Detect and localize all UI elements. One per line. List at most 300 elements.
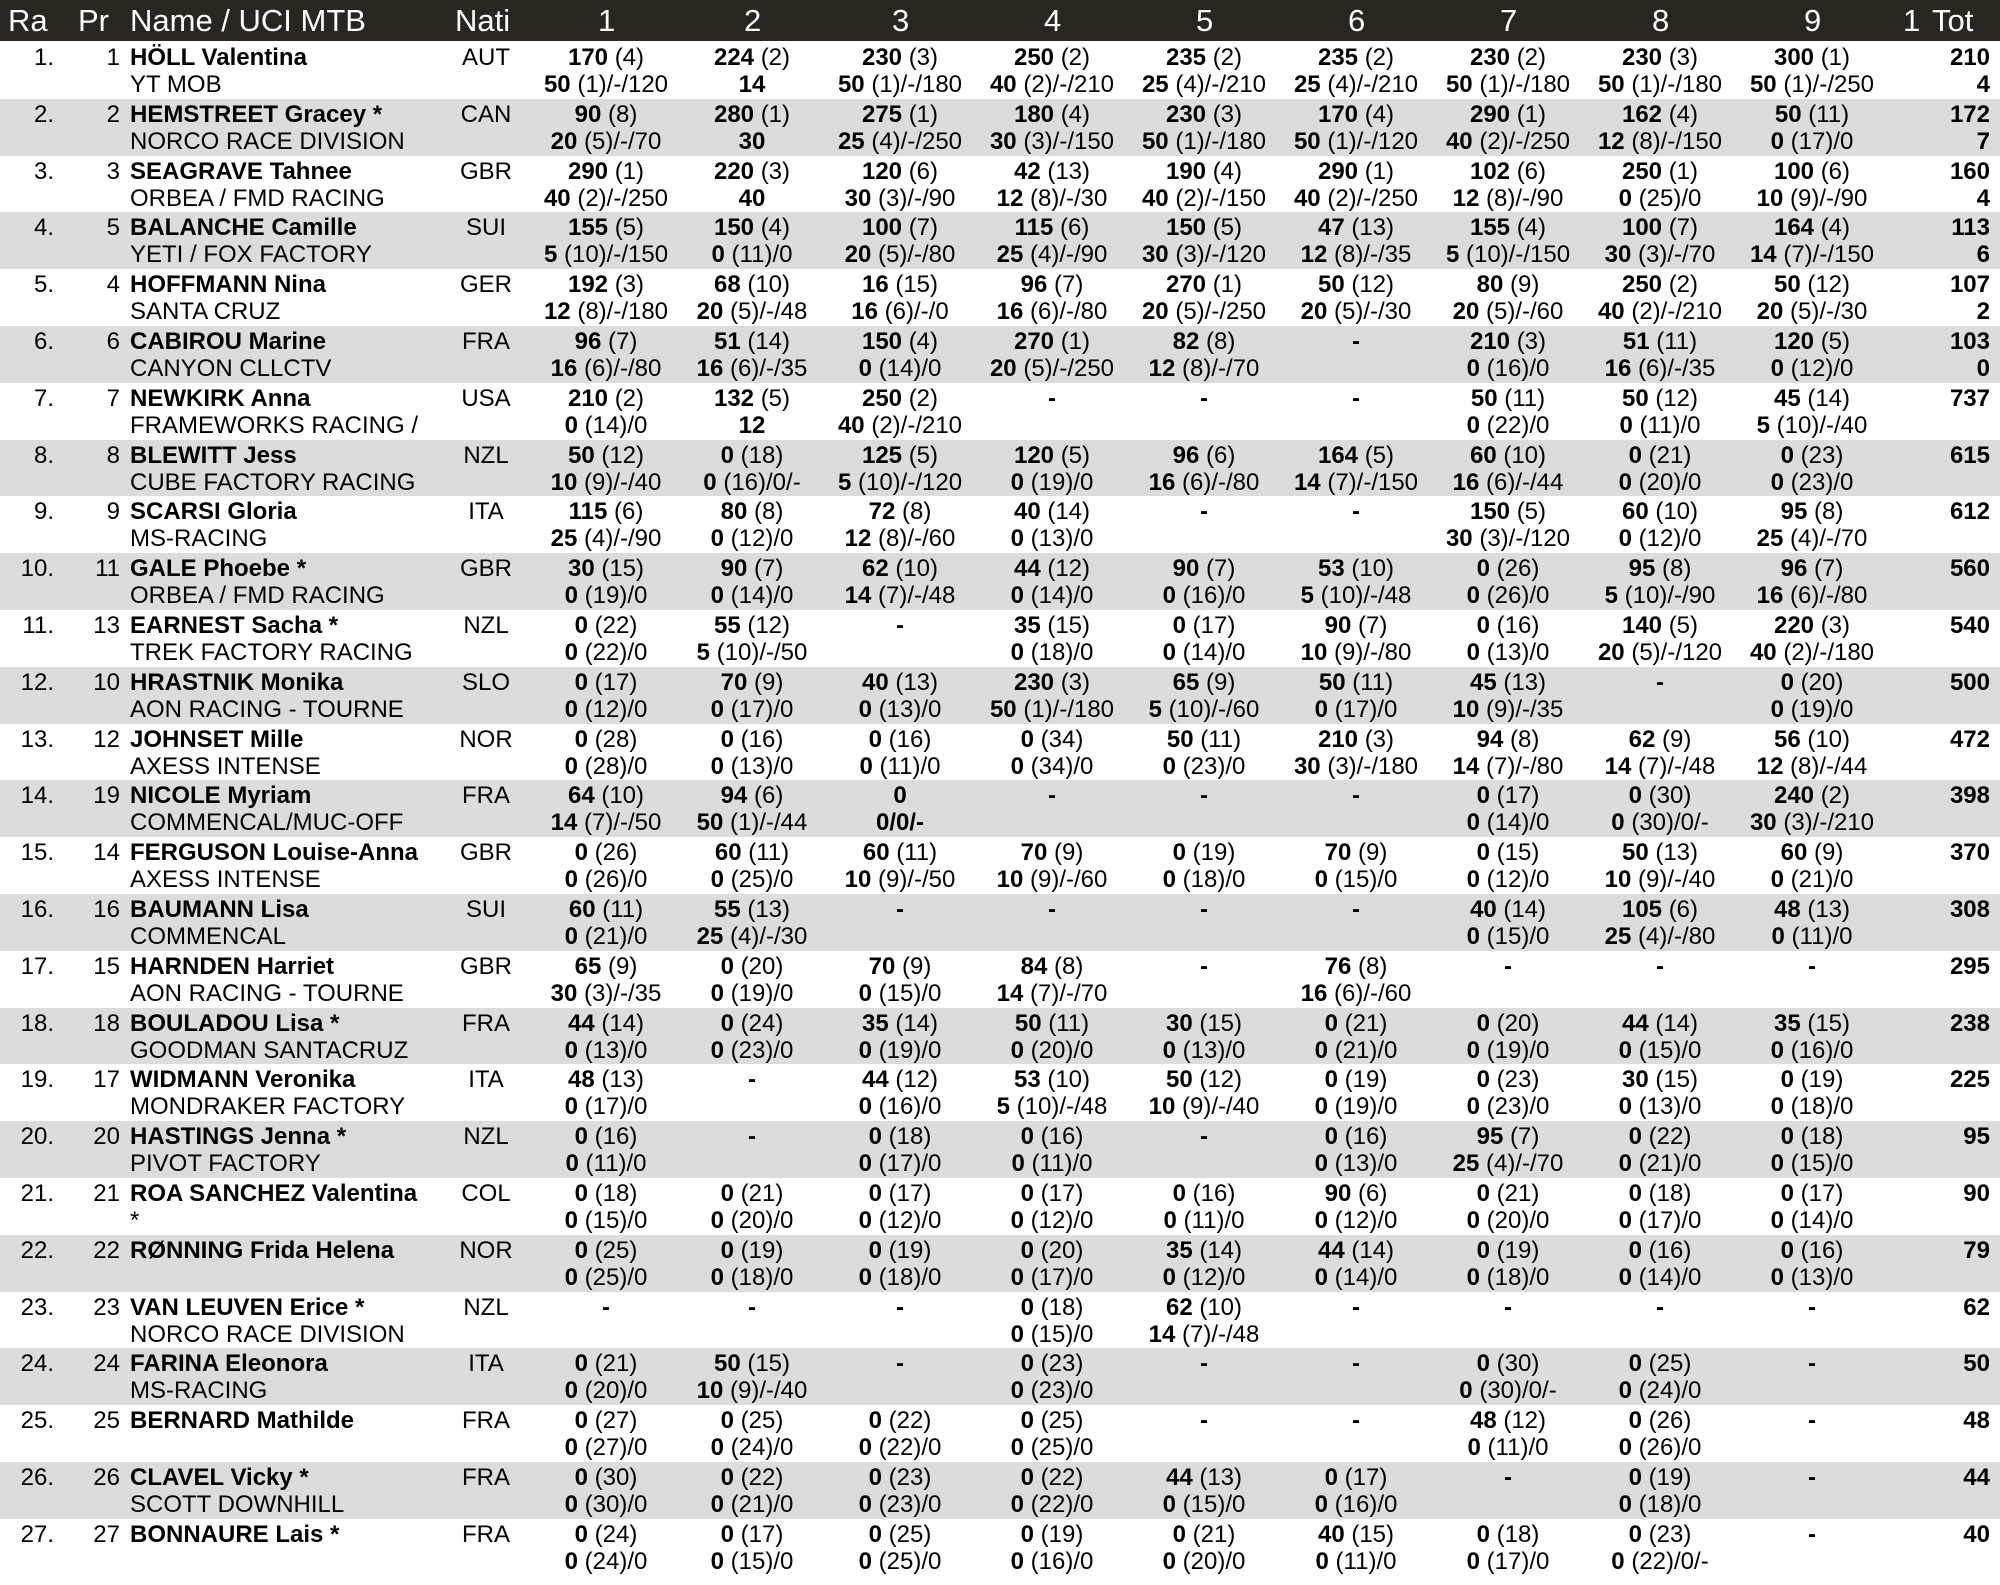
round-position: (23) [888,1464,932,1491]
round-points: 180 [1013,100,1055,128]
round-5-result [1128,1066,1280,1093]
round-9-result [1736,44,1888,71]
qualifying-detail: (11)/0 [1335,1547,1397,1575]
round-2-qualifying [676,696,828,723]
round-points: - [1352,384,1360,412]
round-points: 0 [1476,782,1490,810]
round-position: (13) [895,668,939,696]
round-position: (9) [608,952,638,980]
qualifying-points: 0 [858,1093,872,1121]
round-points: 90 [574,100,602,128]
round-points: - [602,1293,610,1321]
round-3-result [824,1294,976,1321]
round-1-result [530,612,682,639]
round-position: (17) [888,1180,932,1207]
round-9-qualifying [1736,525,1888,552]
qualifying-points: 30 [1293,752,1321,780]
round-3-qualifying [824,696,976,723]
previous-rank-cell: 23 [93,1293,120,1321]
round-points: 0 [574,725,588,753]
round-1-qualifying [530,355,682,382]
qualifying-points: 0 [1771,923,1785,950]
round-9-qualifying [1736,71,1888,98]
qualifying-detail: (11)/0 [879,752,941,780]
round-points: 100 [1621,214,1663,242]
table-row [0,1235,2000,1292]
round-2-result [676,44,828,71]
qualifying-detail: (5)/-/60 [1486,298,1564,326]
round-9-result [1736,1407,1888,1434]
round-6-result [1280,839,1432,866]
nation-code: SLO [461,668,511,696]
rider-name: HEMSTREET Gracey * [130,100,383,128]
round-points: 35 [1773,1009,1801,1037]
round-points: 70 [720,668,748,696]
round-7-result [1432,1521,1584,1548]
qualifying-points: 0 [1010,752,1024,780]
round-6-qualifying [1280,298,1432,325]
qualifying-points: 20 [550,127,578,155]
round-points: - [1352,782,1360,810]
round-position: (4) [1668,100,1699,128]
round-7-qualifying [1432,298,1584,325]
previous-rank-cell: 14 [93,839,120,867]
round-position: (26) [1648,1407,1692,1435]
qualifying-detail: (19)/0 [1030,468,1094,496]
qualifying-points: 0 [1010,639,1024,666]
round-6-result [1280,1123,1432,1150]
round-1-qualifying [530,128,682,155]
table-row [0,1519,2000,1576]
round-2-result [676,555,828,582]
qualifying-points: 40 [1141,184,1169,212]
rider-name: NICOLE Myriam [130,782,312,810]
round-position: (16) [1192,1180,1236,1207]
round-points: 270 [1013,328,1055,355]
total-points: 79 [1963,1236,1990,1264]
round-points: 0 [720,725,734,753]
qualifying-points: 0 [1010,1036,1024,1064]
round-7-qualifying [1432,1434,1584,1461]
qualifying-points: 25 [1293,71,1321,98]
round-position: (4) [1516,214,1547,242]
qualifying-points: 14 [1293,468,1321,496]
nation-code: NZL [463,612,509,639]
round-2-qualifying [676,1548,828,1575]
round-position: (4) [1364,100,1395,128]
round-position: (1) [1212,271,1243,299]
qualifying-detail: (2)/-/250 [1479,127,1571,155]
team-name: COMMENCAL/MUC-OFF [130,809,404,837]
qualifying-points: 16 [550,355,578,382]
round-points: - [1808,1520,1816,1548]
round-7-result [1432,612,1584,639]
round-3-qualifying [824,582,976,609]
round-4-result [976,612,1128,639]
round-7-qualifying [1432,866,1584,893]
round-9-qualifying [1736,696,1888,723]
round-5-qualifying [1128,241,1280,268]
round-position: (14) [1199,1236,1243,1264]
round-points: 95 [1476,1123,1504,1151]
round-position: (4) [760,214,791,242]
round-3-result [824,1066,976,1093]
nation-code: USA [461,384,511,412]
team-name: FRAMEWORKS RACING / [130,411,419,439]
qualifying-points: 14 [1452,752,1480,780]
round-points: 150 [861,328,903,355]
round-position: (5) [1516,498,1547,526]
round-position: (9) [1662,725,1692,753]
previous-rank-cell: 22 [93,1236,120,1264]
round-position: (16) [1040,1123,1084,1151]
round-points: 0 [720,1009,734,1037]
round-5-result [1128,442,1280,469]
round-2-qualifying [676,185,828,212]
round-points: 220 [713,157,755,185]
round-points: 0 [1020,1464,1034,1491]
round-7-result [1432,782,1584,809]
qualifying-detail: (19)/0 [1790,695,1854,723]
qualifying-detail: (23)/0 [1790,468,1854,496]
header-rank: Ra [8,3,48,38]
round-3-qualifying [824,753,976,780]
qualifying-detail: (17)/0 [1790,127,1854,155]
qualifying-points: 0 [1618,1093,1632,1121]
qualifying-points: 25 [1756,525,1784,553]
round-4-result [976,101,1128,128]
round-position: (12) [1047,555,1091,583]
table-row [0,1462,2000,1519]
qualifying-points: 0 [1466,866,1480,894]
team-name: MS-RACING [130,1377,268,1405]
round-5-qualifying [1128,469,1280,496]
round-5-result [1128,101,1280,128]
qualifying-points: 0 [1459,1377,1473,1405]
qualifying-points: 0 [858,1263,872,1291]
round-points: - [1808,1350,1816,1378]
round-position: (15) [1047,612,1091,639]
qualifying-points: 0 [1466,355,1480,382]
round-6-qualifying [1280,753,1432,780]
round-8-qualifying [1584,241,1736,268]
qualifying-detail: (11)/0 [1031,1150,1093,1178]
round-position: (7) [754,555,784,583]
round-3-qualifying [824,1548,976,1575]
round-8-result [1584,158,1736,185]
nation-code: ITA [468,498,504,526]
round-position: (18) [1800,1123,1844,1151]
qualifying-detail: (15)/0 [1182,1491,1246,1518]
round-points: 300 [1773,44,1815,71]
round-6-result [1280,726,1432,753]
previous-rank-cell: 27 [93,1520,120,1548]
round-points: 0 [574,1520,588,1548]
round-position: (1) [1820,44,1851,71]
qualifying-points: 0 [1466,809,1480,837]
round-position: (10) [601,782,645,810]
round-points: 50 [1166,725,1194,753]
qualifying-points: 14 [1604,752,1632,780]
rank-cell: 20. [20,1123,54,1151]
round-4-qualifying [976,355,1128,382]
round-7-qualifying [1432,1150,1584,1177]
total-points: 540 [1949,612,1990,639]
round-3-result [824,271,976,298]
qualifying-detail: (13)/0 [584,1036,648,1064]
round-points: 115 [568,498,608,526]
qualifying-detail: (10)/-/120 [857,468,963,496]
round-points: 50 [1470,384,1498,412]
round-position: (13) [1351,214,1395,242]
rider-name: BAUMANN Lisa [130,896,309,923]
round-7-qualifying [1432,582,1584,609]
table-row [0,894,2000,951]
round-points: 16 [861,271,889,299]
round-6-result [1280,271,1432,298]
team-name: TREK FACTORY RACING [130,639,413,666]
round-2-result [676,1350,828,1377]
previous-rank-cell: 25 [93,1407,120,1435]
qualifying-detail: (8)/-/180 [577,298,669,326]
round-points: 0 [1476,839,1490,867]
round-4-qualifying [976,1434,1128,1461]
round-5-qualifying [1128,1037,1280,1064]
table-row [0,383,2000,440]
round-points: 50 [1621,839,1649,867]
round-points: 44 [1621,1009,1649,1037]
round-2-qualifying [676,1207,828,1234]
qualifying-detail: (11)/0 [731,241,793,269]
round-position: (3) [1212,100,1243,128]
round-position: (2) [1364,44,1395,71]
rank-cell: 25. [20,1407,54,1435]
previous-rank-cell: 26 [93,1464,120,1491]
table-row [0,212,2000,269]
round-2-result [676,669,828,696]
qualifying-detail: (27)/0 [584,1434,648,1462]
header-round-1: 1 [598,3,616,38]
round-position: (15) [895,271,939,299]
round-points: 45 [1469,668,1497,696]
round-points: 50 [1621,384,1649,412]
qualifying-detail: (15)/0 [730,1547,794,1575]
round-position: (1) [1364,157,1395,185]
round-1-result [530,1066,682,1093]
nation-code: FRA [462,1407,510,1435]
round-7-qualifying [1432,525,1584,552]
round-8-qualifying [1584,1264,1736,1291]
qualifying-points: 0 [1314,1491,1328,1518]
qualifying-points: 10 [1604,866,1632,894]
nation-code: FRA [462,1520,510,1548]
round-position: (1) [908,100,939,128]
qualifying-detail: (3)/-/35 [584,979,662,1007]
qualifying-points: 10 [1300,639,1328,666]
round-8-qualifying [1584,128,1736,155]
rank-cell: 10. [20,555,54,583]
qualifying-points: 0 [1466,1093,1480,1121]
round-3-result [824,44,976,71]
total-points: 107 [1949,271,1990,299]
round-points: - [1200,782,1208,810]
round-9-result [1736,1521,1888,1548]
round-8-qualifying [1584,1434,1736,1461]
round-5-result [1128,1464,1280,1491]
rider-name: NEWKIRK Anna [130,384,311,412]
round-position: (8) [1814,498,1844,526]
round-1-qualifying [530,582,682,609]
round-points: 230 [861,44,903,71]
total-points: 615 [1949,441,1990,469]
header-round-7: 7 [1500,3,1518,38]
qualifying-detail: (15)/0 [1638,1036,1702,1064]
rider-name: HÖLL Valentina [130,44,307,71]
qualifying-points: 50 [1749,71,1777,98]
team-name: AXESS INTENSE [130,866,321,894]
qualifying-points: 10 [1756,184,1784,212]
round-position: (18) [740,441,784,469]
round-1-qualifying [530,298,682,325]
round-position: (19) [740,1236,784,1264]
round-9-qualifying [1736,923,1888,950]
round-points: 162 [1621,100,1663,128]
round-1-qualifying [530,1093,682,1120]
team-name: AON RACING - TOURNE [130,979,404,1007]
qualifying-points: 0 [1618,525,1632,553]
round-7-result [1432,271,1584,298]
round-2-qualifying [676,355,828,382]
qualifying-points: 0 [1010,468,1024,496]
qualifying-detail: (5)/-/30 [1334,298,1412,326]
qualifying-points: 0 [858,355,872,382]
round-2-result [676,1464,828,1491]
qualifying-detail: (1)/-/180 [1175,127,1267,155]
round-8-result [1584,1350,1736,1377]
round-8-result [1584,442,1736,469]
round-1-result [530,953,682,980]
round-7-result [1432,896,1584,923]
nation-code: COL [461,1180,511,1207]
qualifying-points: 0 [1314,1263,1328,1291]
qualifying-detail: (14)/0 [1334,1263,1398,1291]
header-round-8: 8 [1652,3,1670,38]
round-3-result [824,612,976,639]
round-2-qualifying [676,753,828,780]
qualifying-detail: (11)/0 [1791,923,1853,950]
round-points: 62 [1628,725,1656,753]
qualifying-points: 0 [1010,1491,1024,1518]
qualifying-points: 0 [1466,582,1480,610]
round-3-qualifying [824,1093,976,1120]
round-points: 50 [1774,100,1802,128]
total-points-line2: 4 [1976,184,1990,212]
round-points: 0 [1172,612,1186,639]
round-1-result [530,1010,682,1037]
total-points-line2: 4 [1976,71,1990,98]
total-points: 113 [1951,214,1990,242]
round-points: 55 [713,612,741,639]
round-points: 120 [1773,328,1815,355]
header-round-9: 9 [1804,3,1822,38]
round-7-qualifying [1432,355,1584,382]
qualifying-detail: (19)/0 [878,1036,942,1064]
qualifying-detail: (21)/0 [1790,866,1854,894]
round-position: (18) [1040,1293,1084,1321]
round-5-result [1128,839,1280,866]
round-4-qualifying [976,753,1128,780]
qualifying-detail: (13)/0 [1334,1150,1398,1178]
round-position: (7) [908,214,939,242]
round-points: 45 [1773,384,1801,412]
round-2-result [676,953,828,980]
round-7-qualifying [1432,923,1584,950]
round-position: (6) [614,498,644,526]
qualifying-points: 0 [858,1547,872,1575]
round-position: (9) [1814,839,1844,867]
qualifying-detail: (4)/-/70 [1486,1150,1564,1178]
round-3-result [824,328,976,355]
round-2-qualifying [676,1377,828,1404]
round-9-result [1736,385,1888,412]
rider-name: CLAVEL Vicky * [130,1464,309,1491]
round-position: (19) [1192,839,1236,867]
round-6-qualifying [1280,469,1432,496]
qualifying-points: 40 [738,184,766,212]
rank-cell: 21. [20,1180,54,1207]
qualifying-points: 0 [1770,355,1784,382]
round-9-result [1736,1066,1888,1093]
qualifying-detail: (5)/-/30 [1790,298,1868,326]
qualifying-detail: (24)/0 [730,1434,794,1462]
round-3-qualifying [824,1491,976,1518]
qualifying-points: 10 [844,866,872,894]
qualifying-detail: (17)/0 [1030,1263,1094,1291]
round-9-result [1736,555,1888,582]
round-position: (21) [1496,1180,1540,1207]
header-round-6: 6 [1348,3,1366,38]
round-7-result [1432,669,1584,696]
round-2-result [676,271,828,298]
round-9-result [1736,839,1888,866]
round-points: 0 [574,1407,588,1435]
round-7-result [1432,101,1584,128]
round-position: (25) [888,1520,932,1548]
round-1-result [530,896,682,923]
round-3-result [824,101,976,128]
round-8-result [1584,555,1736,582]
round-9-result [1736,101,1888,128]
round-9-qualifying [1736,185,1888,212]
qualifying-points: 25 [550,525,578,553]
qualifying-points: 0 [1010,525,1024,553]
round-7-qualifying [1432,1548,1584,1575]
round-position: (17) [594,668,638,696]
round-5-result [1128,782,1280,809]
qualifying-points: 0 [1011,1150,1025,1178]
qualifying-detail: (21)/0 [730,1491,794,1518]
round-points: 60 [714,839,742,867]
qualifying-detail: (13)/0 [1790,1263,1854,1291]
round-5-qualifying [1128,1093,1280,1120]
qualifying-points: 25 [996,241,1024,269]
header-name: Name / UCI MTB [130,3,366,38]
qualifying-detail: (7)/-/150 [1783,241,1875,269]
round-6-result [1280,1464,1432,1491]
qualifying-detail: (5)/-/70 [584,127,662,155]
round-9-qualifying [1736,355,1888,382]
round-5-qualifying [1128,128,1280,155]
